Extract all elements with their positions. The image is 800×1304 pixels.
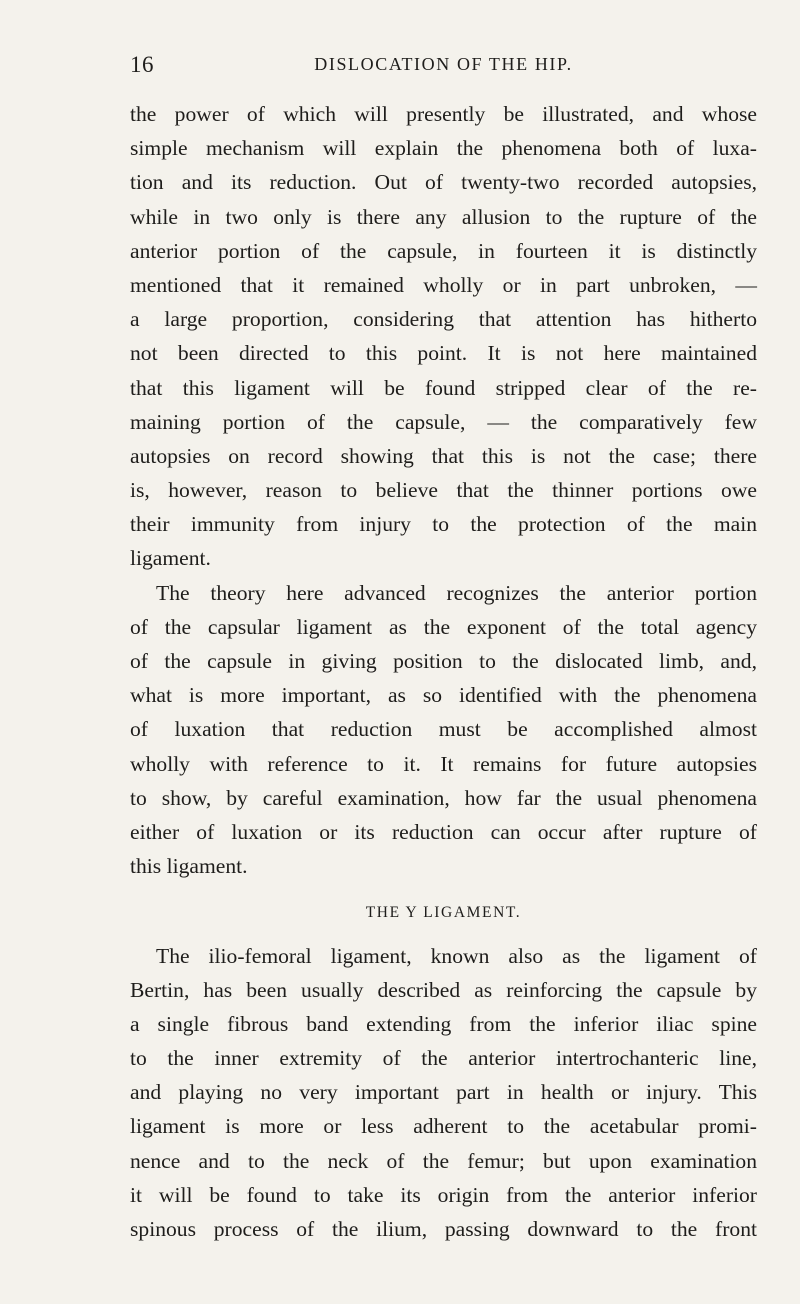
text-line: not been directed to this point. It is not here maintained <box>130 341 757 366</box>
text-line: wholly with reference to it. It remains for future autopsies <box>130 751 757 776</box>
text-line: ligament is more or less adherent to the acetabular promi- <box>130 1114 757 1139</box>
text-line: nence and to the neck of the femur; but upon examination <box>130 1148 757 1173</box>
text-line: to show, by careful examination, how far the usual phenomena <box>130 785 757 810</box>
text-line: to the inner extremity of the anterior intertrochanteric line, <box>130 1046 757 1071</box>
text-line: of the capsular ligament as the exponent of the total agency <box>130 614 757 639</box>
running-head <box>130 52 757 88</box>
text-line: The theory here advanced recognizes the anterior portion <box>156 580 757 605</box>
text-line: mentioned that it remained wholly or in part unbroken, — <box>130 272 757 297</box>
text-line: their immunity from injury to the protection of the main <box>130 512 757 537</box>
text-line: autopsies on record showing that this is not the case; there <box>130 443 757 468</box>
paragraph-2 <box>130 576 757 884</box>
running-title: DISLOCATION OF THE HIP. <box>314 54 573 74</box>
text-line: it will be found to take its origin from the anterior inferior <box>130 1182 757 1207</box>
body-text <box>130 97 757 1246</box>
text-line: tion and its reduction. Out of twenty-two recorded autopsies, <box>130 170 757 195</box>
text-line: of luxation that reduction must be accomplished almost <box>130 717 757 742</box>
text-line: simple mechanism will explain the phenomena both of luxa- <box>130 136 757 161</box>
text-line: maining portion of the capsule, — the comparatively few <box>130 409 757 434</box>
text-line: spinous process of the ilium, passing downward to the front <box>130 1217 757 1241</box>
text-line: and playing no very important part in health or injury. This <box>130 1080 757 1105</box>
page-number: 16 <box>130 52 154 77</box>
text-line: a single fibrous band extending from the inferior iliac spine <box>130 1011 757 1036</box>
text-line: a large proportion, considering that attention has hitherto <box>130 307 757 332</box>
text-line: while in two only is there any allusion to the rupture of the <box>130 204 757 229</box>
text-line: of the capsule in giving position to the dislocated limb, and, <box>130 649 757 673</box>
text-line: the power of which will presently be illustrated, and whose <box>130 102 757 126</box>
section-heading: THE Y LIGAMENT. <box>365 904 522 922</box>
text-line: either of luxation or its reduction can occur after rupture of <box>130 819 757 844</box>
text-line: anterior portion of the capsule, in fourteen it is distinctly <box>130 238 757 263</box>
text-line: The ilio-femoral ligament, known also as the ligament of <box>156 943 757 968</box>
text-line: what is more important, as so identified with the phenomena <box>130 683 757 708</box>
paragraph-3 <box>130 939 757 1247</box>
text-line: ligament. <box>130 546 211 571</box>
text-line: this ligament. <box>130 854 248 879</box>
paragraph-1 <box>130 97 757 576</box>
text-line: Bertin, has been usually described as reinforcing the capsule by <box>130 977 757 1002</box>
text-line: is, however, reason to believe that the thinner portions owe <box>130 478 757 503</box>
text-line: that this ligament will be found stripped clear of the re- <box>130 375 757 400</box>
